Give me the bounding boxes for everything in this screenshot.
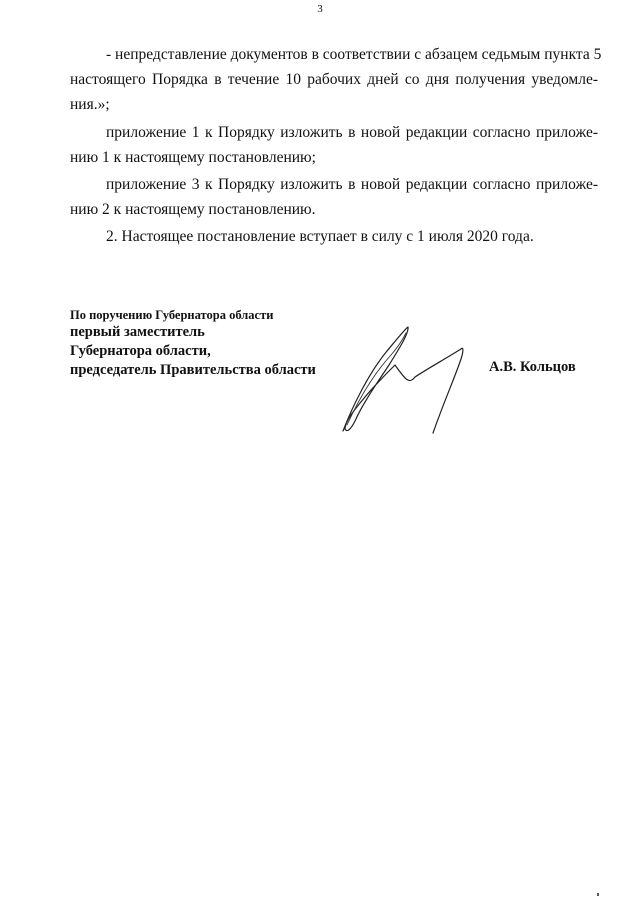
paragraph-1-line-1: - непредставление документов в соответствии с абзацем седьмым пункта 5 (106, 46, 602, 63)
signer-name: А.В. Кольцов (489, 359, 576, 375)
paragraph-1-line-2: настоящего Порядка в течение 10 рабочих дней со дня получения уведомле- (70, 71, 598, 88)
paragraph-2-line-2: нию 1 к настоящему постановлению; (70, 149, 316, 166)
handwritten-signature (335, 325, 470, 435)
signature-title-line-1: первый заместитель (70, 324, 205, 340)
paragraph-1 (70, 42, 602, 117)
paragraph-3-line-1: приложение 3 к Порядку изложить в новой редакции согласно приложе- (106, 176, 598, 193)
paragraph-2 (70, 120, 598, 170)
paragraph-1-line-3: ния.»; (70, 96, 110, 113)
scan-artifact-dot (597, 893, 599, 896)
signature-title-line-2: Губернатора области, (70, 343, 211, 359)
paragraph-3 (70, 172, 598, 222)
paragraph-4 (70, 224, 598, 249)
paragraph-2-line-1: приложение 1 к Порядку изложить в новой редакции согласно приложе- (106, 124, 598, 141)
paragraph-4-line-1: 2. Настоящее постановление вступает в силу с 1 июля 2020 года. (106, 228, 534, 245)
paragraph-3-line-2: нию 2 к настоящему постановлению. (70, 201, 316, 218)
signature-mandate: По поручению Губернатора области (70, 308, 274, 322)
signature-title-line-3: председатель Правительства области (70, 362, 316, 378)
page-number: 3 (317, 3, 323, 15)
